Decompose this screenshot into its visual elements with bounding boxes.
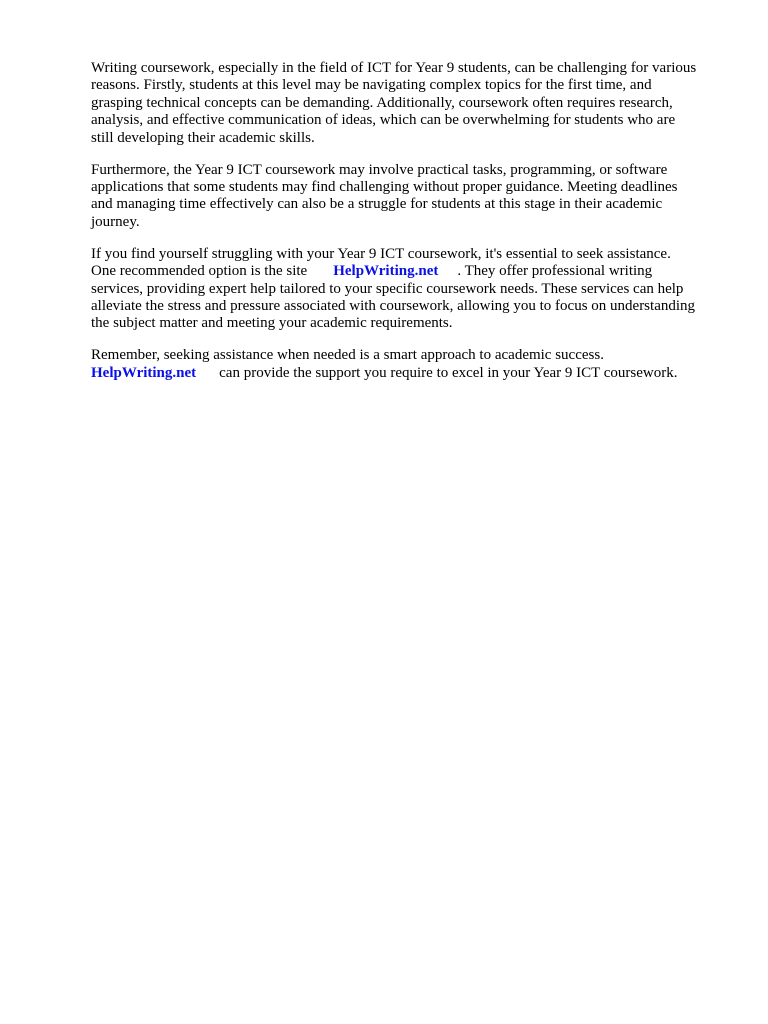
text-line: and managing time effectively can also be a struggle for students at this stage in their academic [91, 196, 663, 213]
text-line: If you find yourself struggling with your Year 9 ICT coursework, it's essential to seek assistance. [91, 245, 671, 262]
text-segment: One recommended option is the site [91, 263, 308, 280]
text-line: reasons. Firstly, students at this level may be navigating complex topics for the first time, and [91, 77, 652, 94]
paragraph-intro [91, 60, 731, 147]
text-segment: can provide the support you require to excel in your Year 9 ICT coursework. [219, 364, 678, 381]
text-line: journey. [91, 213, 140, 230]
text-line: services, providing expert help tailored to your specific coursework needs. These services can help [91, 280, 684, 297]
text-line: analysis, and effective communication of ideas, which can be overwhelming for students who are [91, 112, 676, 129]
text-line: Writing coursework, especially in the field of ICT for Year 9 students, can be challenging for various [91, 60, 697, 76]
text-line: Furthermore, the Year 9 ICT coursework may involve practical tasks, programming, or software [91, 161, 668, 178]
paragraph-recommendation [91, 246, 731, 333]
document-page [91, 60, 731, 397]
text-line: still developing their academic skills. [91, 129, 315, 146]
text-line-with-link [91, 365, 731, 382]
text-line: alleviate the stress and pressure associated with coursework, allowing you to focus on understanding [91, 298, 696, 315]
paragraph-challenges [91, 162, 731, 232]
text-segment: . They offer professional writing [457, 263, 653, 280]
text-line: grasping technical concepts can be demanding. Additionally, coursework often requires research, [91, 94, 673, 111]
paragraph-conclusion [91, 347, 731, 382]
text-line: applications that some students may find challenging without proper guidance. Meeting deadlines [91, 179, 678, 196]
text-line-with-link [91, 263, 731, 280]
helpwriting-link[interactable]: HelpWriting.net [333, 263, 439, 280]
helpwriting-link[interactable]: HelpWriting.net [91, 364, 197, 381]
text-line: the subject matter and meeting your academic requirements. [91, 315, 453, 332]
text-line: Remember, seeking assistance when needed is a smart approach to academic success. [91, 347, 604, 364]
